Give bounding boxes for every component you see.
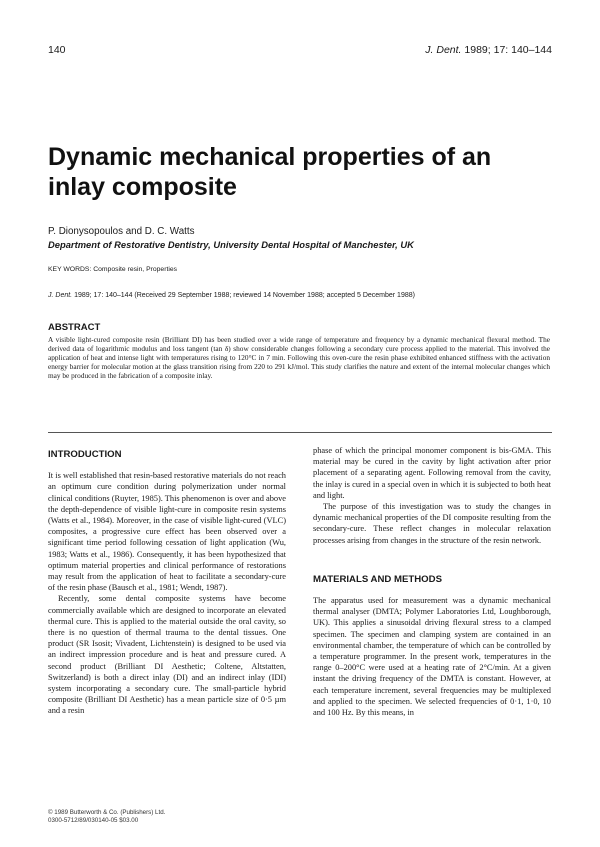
intro-continuation-1: phase of which the principal monomer component is bis-GMA. This material may be cured in the cavity by light activation after prior placement of a separating agent. Following removal from the cavity, the inlay is cured in a special oven in which it is subjected to both heat and light. (313, 446, 551, 500)
intro-continuation-2: The purpose of this investigation was to study the changes in dynamic mechanical properties of the DI composite resulting from the secondary-cure. These reflect changes in molecular relaxation processes arising from changes in the structure of the resin network. (313, 502, 551, 545)
article-title: Dynamic mechanical properties of an inlay composite (48, 143, 492, 201)
article-affiliation: Department of Restorative Dentistry, University Dental Hospital of Manchester, UK (48, 239, 414, 250)
intro-paragraph-2: Recently, some dental composite systems have become commercially available which are designed to incorporate an elevated thermal cure. This is applied to the material outside the oral cavity, so there is no question of thermal trauma to the dental tissues. One product (SR Isosit; Vivadent, Lichtenstein) is designed to be used via an indirect impression procedure and is heat and pressure cured. A second product (Brilliant DI Aesthetic; Coltene, Altstatten, Switzerland) is both a direct inlay (DI) and an indirect inlay (IDI) system incorporating a secondary cure. The small-particle hybrid composite (Brilliant DI Aesthetic) has a mean particle size of 0·5 µm and a resin (48, 594, 286, 716)
page-number: 140 (48, 44, 66, 56)
copyright-line: © 1989 Butterworth & Co. (Publishers) Ltd. (48, 809, 166, 816)
section-divider (48, 432, 552, 433)
methods-heading: MATERIALS AND METHODS (313, 573, 442, 585)
journal-name: J. Dent. (425, 44, 462, 56)
abstract-heading: ABSTRACT (48, 322, 101, 333)
citation-line (48, 292, 415, 299)
article-code: 0300-5712/89/030140-05 $03.00 (48, 817, 139, 824)
footnote (48, 809, 165, 825)
right-column (313, 445, 551, 718)
left-column (48, 445, 286, 717)
volume-info: 1989; 17: 140–144 (464, 44, 552, 56)
keywords: KEY WORDS: Composite resin, Properties (48, 266, 178, 273)
citation-journal: J. Dent. (48, 292, 73, 299)
abstract-text: A visible light-cured composite resin (Brilliant DI) has been studied over a wide range of temperature and frequency by a dynamic mechanical flexural method. The derived data of logarithmic modulus and loss tangent (tan δ) show considerable changes following a secondary cure process applied to the material. This involved the application of heat and intense light with temperatures rising to 120°C in 7 min. Following this oven-cure the resin phase exhibited enhanced stiffness with the activation energy barrier for molecular motion at the glass transition rising from 220 to 291 kJ/mol. This study clarifies the nature and extent of the internal molecular changes which may be produced in the fabrication of a composite inlay. (48, 335, 550, 381)
running-head (425, 44, 552, 56)
article-authors: P. Dionysopoulos and D. C. Watts (48, 226, 195, 237)
methods-paragraph-1: The apparatus used for measurement was a dynamic mechanical thermal analyser (DMTA; Polymer Laboratories Ltd, Loughborough, UK). This applies a sinusoidal driving flexural stress to a clamped specimen. The specimen and clamping system are contained in an environmental chamber, the temperature of which can be controlled by a temperature programmer. In the present work, temperatures in the range 0–200°C were used at a heating rate of 2°C/min. At a given instant the driving frequency of the DMTA is constant. However, at each temperature increment, several frequencies may be multiplexed and applied to the specimen. We selected frequencies of 0·1, 1·0, 10 and 100 Hz. By this means, in (313, 596, 551, 718)
citation-details: 1989; 17: 140–144 (Received 29 September 1988; reviewed 14 November 1988; accepted 5 December 1988) (72, 292, 415, 299)
introduction-heading: INTRODUCTION (48, 449, 122, 460)
section-spacer (313, 546, 551, 570)
intro-paragraph-1: It is well established that resin-based restorative materials do not reach an optimum cure condition during polymerization under normal clinical conditions (Ruyter, 1985). This phenomenon is over and above the depth-dependence of visible light-cure in composite resin systems (Watts et al., 1984). Moreover, in the case of visible light-cured (VLC) composites, a progressive cure effect has been observed over a significant time period following cessation of light application (Wu, 1983; Watts et al., 1986). Consequently, it has been hypothesized that optimum material properties and clinical performance of restorations may result from the application of heat to facilitate a secondary-cure of the resin phase (Bausch et al., 1981; Wendt, 1987). (48, 471, 286, 593)
